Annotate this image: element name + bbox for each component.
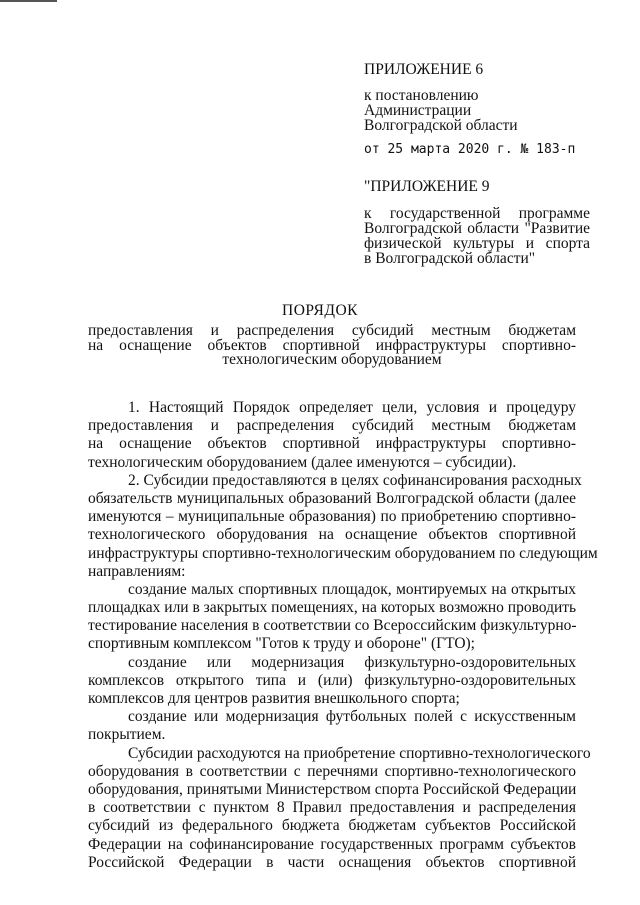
body-line: 2. Субсидии предоставляются в целях софинансирования расходных [128,471,582,489]
body-line: комплексов открытого типа и (или) физкультурно-оздоровительных [88,671,576,689]
program-reference [364,206,590,266]
body-line: тестирование населения в соответствии со Всероссийским физкультурно- [88,617,577,635]
body-line: направлениям: [88,562,186,580]
appendix-9 [364,179,590,194]
date-line: от 25 марта 2020 г. № 183-п [364,142,576,157]
program-line: к государственной программе [364,205,590,222]
body-line: Федерации на софинансирование государственных программ субъектов [88,835,576,853]
body-line: 1. Настоящий Порядок определяет цели, условия и процедуру [128,399,576,416]
body-line: спортивным комплексом "Готов к труду и обороне" (ГТО); [88,635,475,653]
body-line: площадках или в закрытых помещениях, на которых возможно проводить [88,599,577,617]
body-line: технологического оборудования на оснащение объектов спортивной [88,526,576,544]
appendix-number [364,62,590,77]
document-body [88,399,598,872]
body-line: Субсидии расходуются на приобретение спортивно-технологического [128,744,591,762]
body-line: создание малых спортивных площадок, монтируемых на открытых [128,580,576,598]
program-line: Волгоградской области "Развитие [364,220,590,237]
body-line: покрытием. [88,726,166,744]
body-line: на оснащение объектов спортивной инфраструктуры спортивно- [88,435,576,453]
subtitle-line: на оснащение объектов спортивной инфраструктуры спортивно- [88,336,576,354]
program-line: физической культуры и спорта [364,235,590,252]
resolution-reference [364,88,590,133]
body-line: предоставления и распределения субсидий местным бюджетам [88,417,576,435]
scan-edge-line [0,0,57,2]
body-line: Российской Федерации в части оснащения объектов спортивной [88,853,576,871]
body-line: оборудования, принятыми Министерством спорта Российской Федерации [88,780,577,798]
body-line: оборудования в соответствии с перечнями спортивно-технологического [88,762,576,780]
body-line: обязательств муниципальных образований Волгоградской области (далее [88,489,576,507]
subtitle-line: технологическим оборудованием [222,351,442,368]
appendix-number-text: ПРИЛОЖЕНИЕ 6 [364,61,484,78]
document-subtitle [88,324,576,368]
body-line: субсидий из федерального бюджета бюджетам субъектов Российской [88,817,576,835]
body-line: создание или модернизация футбольных полей с искусственным [128,708,576,726]
subtitle-line: предоставления и распределения субсидий местным бюджетам [88,322,576,339]
body-line: технологическим оборудованием (далее именуются – субсидии). [88,453,517,471]
program-line: в Волгоградской области" [364,250,536,267]
resolution-line: Администрации [364,102,472,119]
body-line: в соответствии с пунктом 8 Правил предоставления и распределения [88,799,576,817]
appendix-9-text: "ПРИЛОЖЕНИЕ 9 [364,178,490,195]
resolution-line: Волгоградской области [364,117,518,134]
body-line: создание или модернизация физкультурно-оздоровительных [128,653,576,671]
resolution-line: к постановлению [364,87,479,104]
document-title: ПОРЯДОК [282,302,358,319]
resolution-date [364,142,590,157]
body-line: инфраструктуры спортивно-технологическим оборудованием по следующим [88,544,598,562]
body-line: комплексов для центров развития внешкольного спорта; [88,690,460,707]
body-line: именуются – муниципальные образования) по приобретению спортивно- [88,508,576,526]
